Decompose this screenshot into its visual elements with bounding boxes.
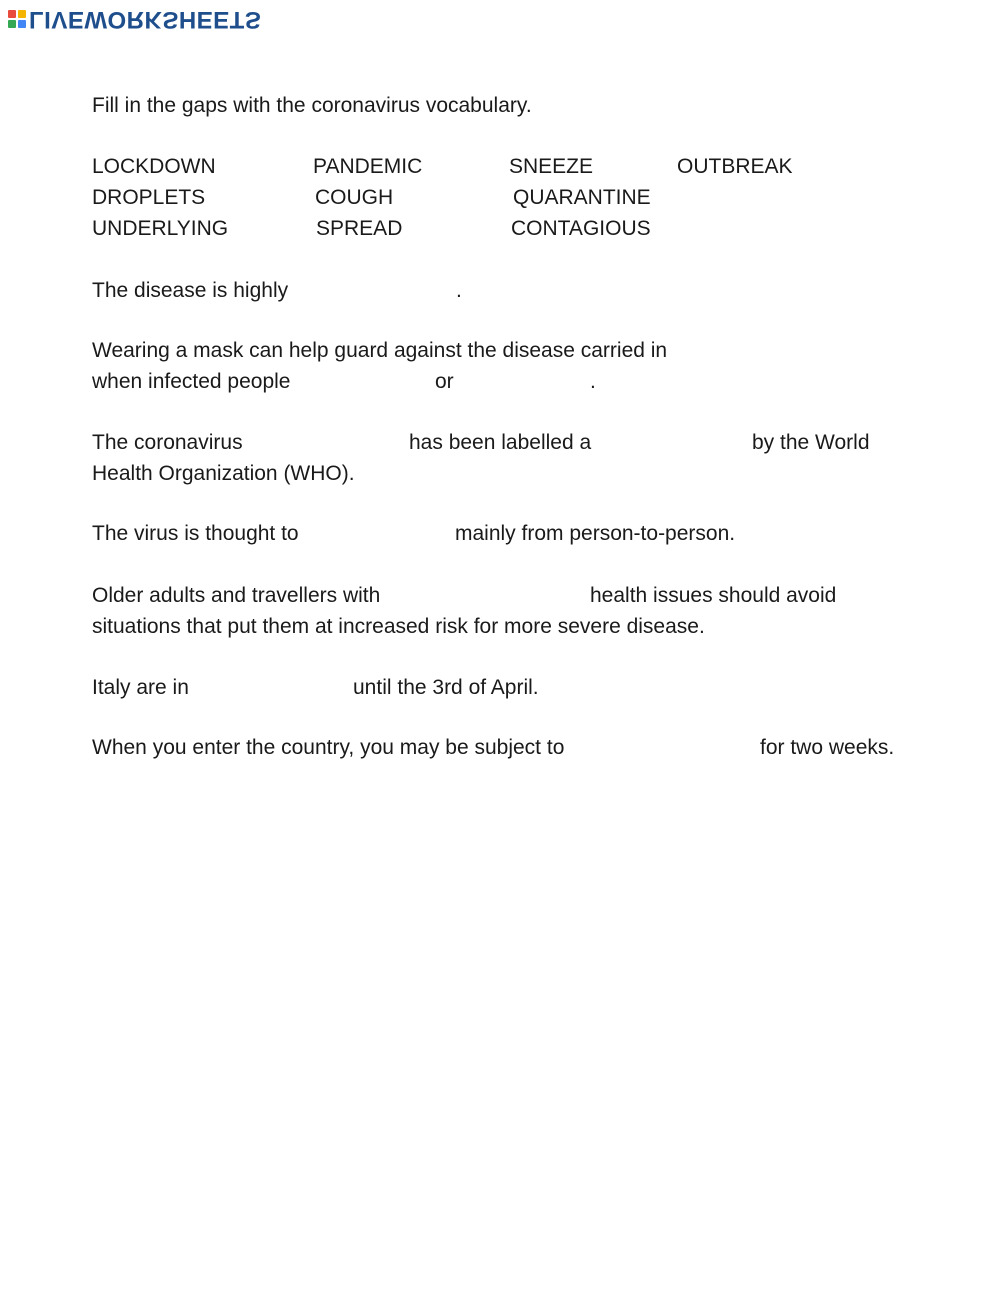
sentence-text: for two weeks. — [760, 736, 895, 759]
logo-text: LIVEWORKSHEETS — [29, 6, 262, 33]
sentence-text: mainly from person-to-person. — [455, 522, 736, 545]
word-bank-item: SNEEZE — [509, 155, 594, 178]
word-bank-item: CONTAGIOUS — [511, 217, 651, 240]
sentence-text: . — [456, 279, 462, 302]
sentence-text: health issues should avoid — [590, 584, 837, 607]
sentence-text: by the World — [752, 431, 870, 454]
sentence-text: when infected people — [92, 370, 291, 393]
logo-block-blue — [18, 20, 26, 28]
instruction-text: Fill in the gaps with the coronavirus vocabulary. — [92, 94, 532, 117]
gap-input[interactable] — [700, 339, 890, 363]
sentence-text: situations that put them at increased risk for more severe disease. — [92, 615, 705, 638]
word-bank-item: COUGH — [315, 186, 394, 209]
sentence-text: The disease is highly — [92, 279, 289, 302]
logo-block-green — [8, 20, 16, 28]
logo-blocks-icon — [8, 10, 26, 28]
sentence-text: until the 3rd of April. — [353, 676, 539, 699]
word-bank-item: UNDERLYING — [92, 217, 229, 240]
sentence-text: Health Organization (WHO). — [92, 462, 355, 485]
gap-input[interactable] — [460, 370, 588, 394]
sentence-text: . — [590, 370, 596, 393]
gap-input[interactable] — [254, 431, 404, 455]
sentence-text: Older adults and travellers with — [92, 584, 381, 607]
sentence-text: Italy are in — [92, 676, 189, 699]
word-bank-item: QUARANTINE — [513, 186, 651, 209]
sentence-text: has been labelled a — [409, 431, 592, 454]
gap-input[interactable] — [302, 279, 452, 303]
word-bank-item: PANDEMIC — [313, 155, 423, 178]
sentence-text: The coronavirus — [92, 431, 243, 454]
liveworksheets-logo — [8, 6, 261, 32]
sentence-text: The virus is thought to — [92, 522, 299, 545]
gap-input[interactable] — [398, 584, 586, 608]
gap-input[interactable] — [197, 676, 347, 700]
sentence-text: or — [435, 370, 454, 393]
word-bank-item: DROPLETS — [92, 186, 206, 209]
gap-input[interactable] — [605, 431, 748, 455]
gap-input[interactable] — [594, 736, 754, 760]
logo-block-red — [8, 10, 16, 18]
word-bank-item: LOCKDOWN — [92, 155, 216, 178]
gap-input[interactable] — [313, 522, 451, 546]
word-bank-item: SPREAD — [316, 217, 403, 240]
word-bank-item: OUTBREAK — [677, 155, 793, 178]
sentence-text: When you enter the country, you may be subject to — [92, 736, 565, 759]
logo-block-yellow — [18, 10, 26, 18]
gap-input[interactable] — [305, 370, 430, 394]
sentence-text: Wearing a mask can help guard against the disease carried in — [92, 339, 668, 362]
